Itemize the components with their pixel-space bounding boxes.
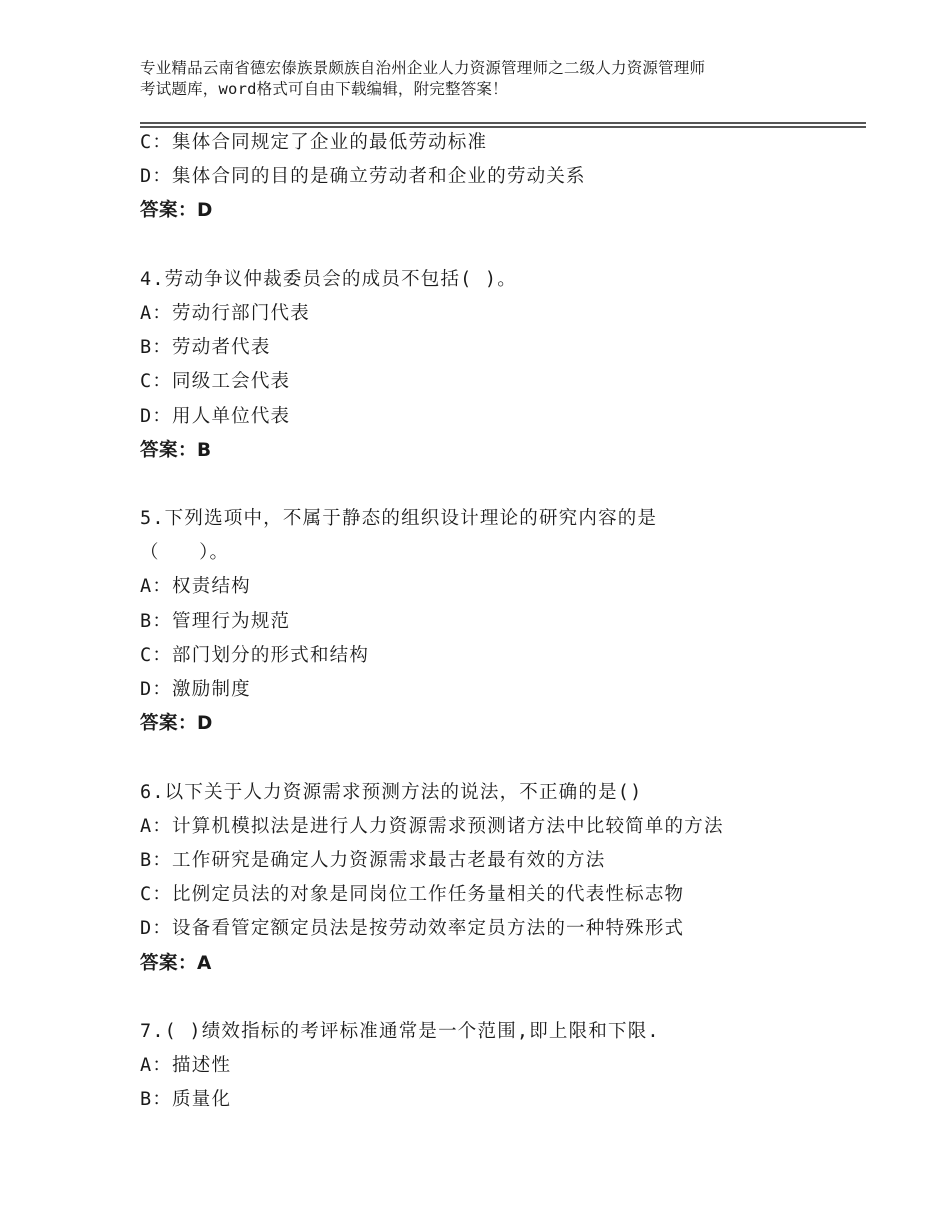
document-header: [140, 58, 830, 100]
option-b: B：质量化: [140, 1089, 232, 1111]
header-line-2: 考试题库，word格式可自由下载编辑，附完整答案！: [140, 80, 508, 98]
option-b: B：工作研究是确定人力资源需求最古老最有效的方法: [140, 849, 606, 871]
option-a: A：描述性: [140, 1055, 232, 1077]
option-b: B：管理行为规范: [140, 610, 291, 632]
answer: 答案：D: [140, 200, 213, 222]
question-stem: 6.以下关于人力资源需求预测方法的说法，不正确的是(): [140, 781, 643, 803]
spacer: [140, 468, 860, 502]
header-line-1: 专业精品云南省德宏傣族景颇族自治州企业人力资源管理师之二级人力资源管理师: [140, 59, 706, 77]
option-a: A：权责结构: [140, 576, 251, 598]
question-3: [140, 126, 860, 229]
option-b: B：劳动者代表: [140, 337, 271, 359]
question-stem: 7.( )绩效指标的考评标准通常是一个范围,即上限和下限.: [140, 1020, 660, 1042]
option-a: A：计算机模拟法是进行人力资源需求预测诸方法中比较简单的方法: [140, 815, 724, 837]
option-d: D：用人单位代表: [140, 405, 291, 427]
option-a: A：劳动行部门代表: [140, 302, 310, 324]
question-list: [140, 126, 860, 1117]
option-d: D：设备看管定额定员法是按劳动效率定员方法的一种特殊形式: [140, 918, 685, 940]
header-divider-top: [140, 122, 866, 124]
option-d: D：集体合同的目的是确立劳动者和企业的劳动关系: [140, 166, 586, 188]
spacer: [140, 229, 860, 263]
answer: 答案：A: [140, 952, 212, 974]
question-4: [140, 263, 860, 468]
answer: 答案：B: [140, 439, 212, 461]
option-d: D：激励制度: [140, 679, 251, 700]
spacer: [140, 741, 860, 775]
option-c: C：集体合同规定了企业的最低劳动标准: [140, 132, 488, 153]
question-6: [140, 776, 860, 981]
option-c: C：同级工会代表: [140, 371, 291, 393]
question-5: [140, 502, 860, 741]
spacer: [140, 981, 860, 1015]
option-c: C：部门划分的形式和结构: [140, 644, 370, 666]
question-stem-continuation: （ ）。: [140, 542, 230, 564]
question-stem: 4.劳动争议仲裁委员会的成员不包括( )。: [140, 268, 517, 290]
question-7: [140, 1015, 860, 1118]
option-c: C：比例定员法的对象是同岗位工作任务量相关的代表性标志物: [140, 884, 685, 906]
question-stem: 5.下列选项中，不属于静态的组织设计理论的研究内容的是: [140, 508, 658, 530]
answer: 答案：D: [140, 713, 213, 735]
